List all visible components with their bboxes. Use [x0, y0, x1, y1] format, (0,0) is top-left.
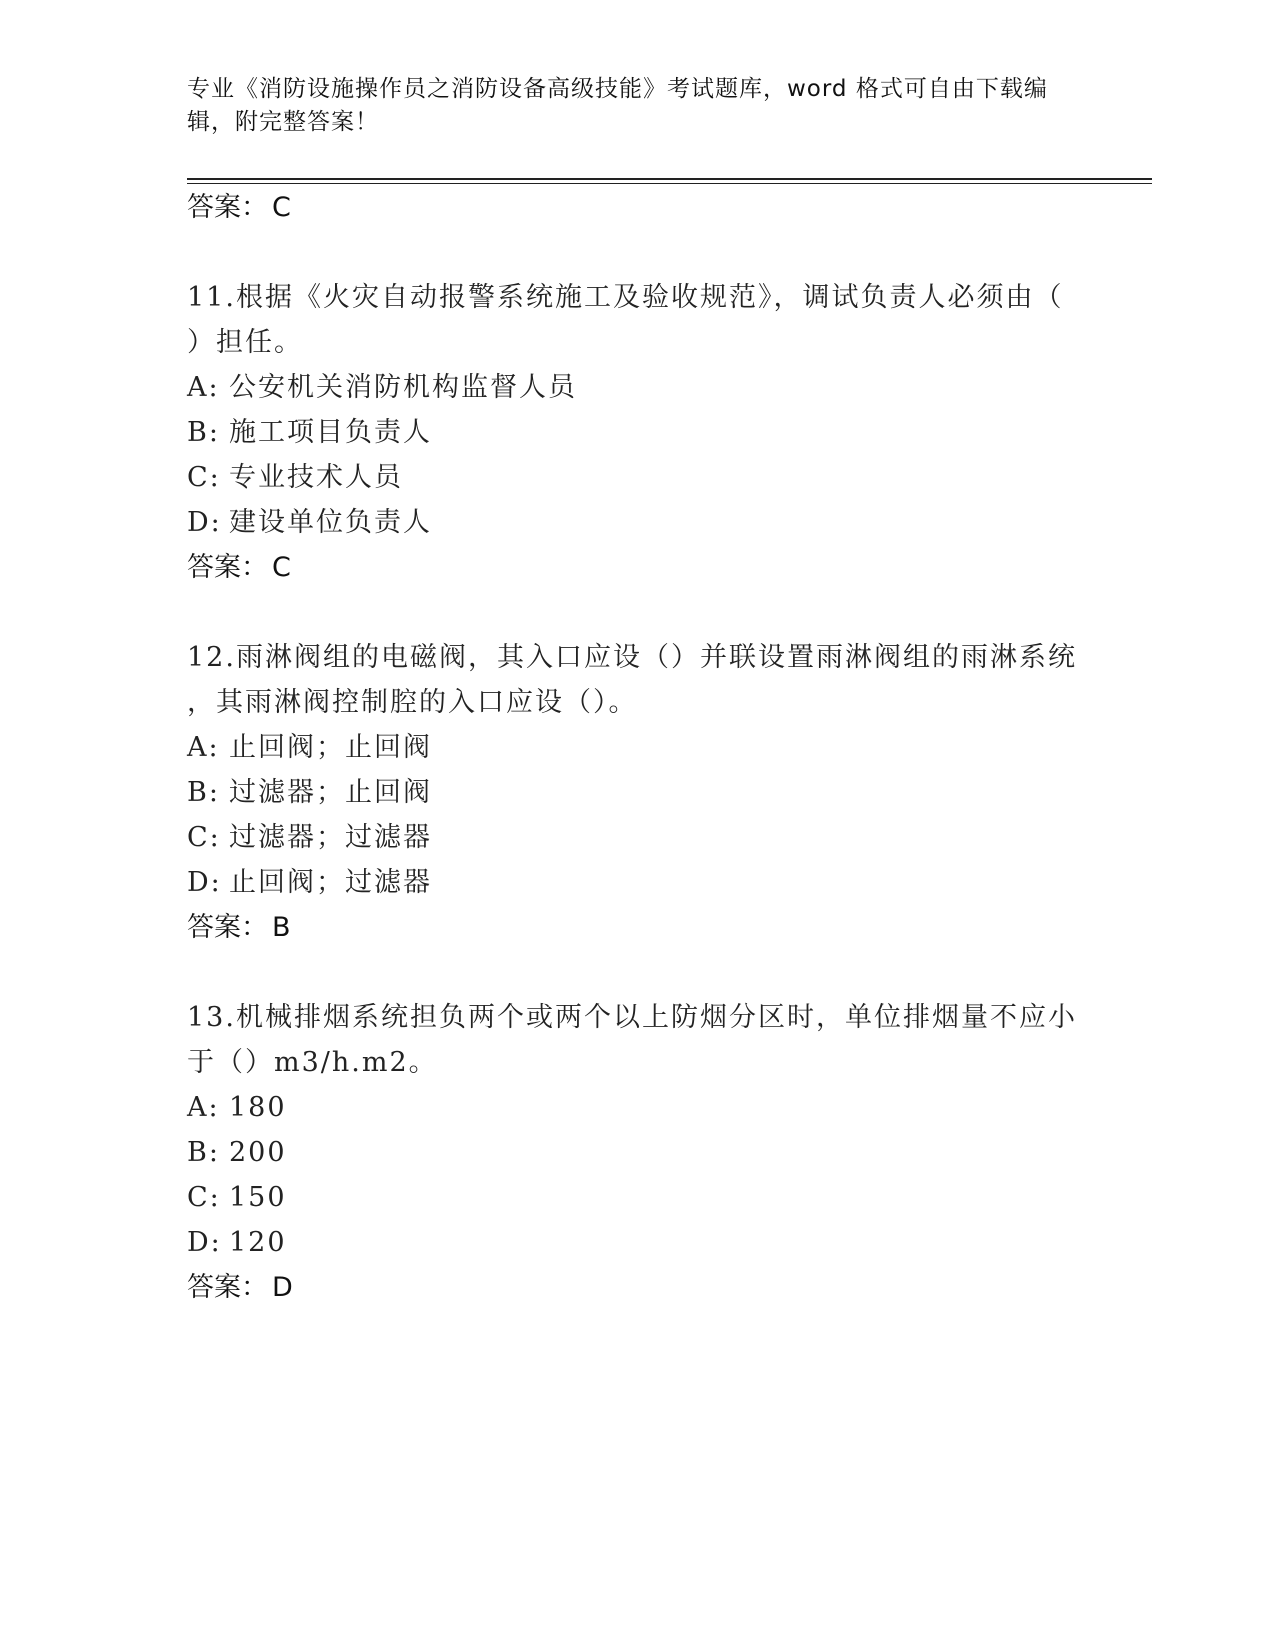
option-text: 过滤器；止回阀: [229, 777, 432, 808]
option-text: 建设单位负责人: [229, 507, 432, 538]
question-12-option-d: [187, 863, 432, 903]
option-label: D:: [187, 1227, 222, 1258]
answer-value: D: [272, 1272, 293, 1303]
option-text: 150: [229, 1182, 287, 1213]
header-line-2: 辑，附完整答案！: [187, 109, 379, 135]
answer-value: B: [272, 912, 291, 943]
question-12-option-c: [187, 818, 432, 858]
header-rule: [187, 178, 1152, 180]
option-text: 过滤器；过滤器: [229, 822, 432, 853]
question-13-option-a: [187, 1088, 287, 1128]
option-label: C:: [187, 822, 221, 853]
option-text: 止回阀；过滤器: [229, 867, 432, 898]
question-13-answer: [187, 1268, 293, 1308]
option-label: A:: [187, 372, 220, 403]
option-label: B:: [187, 1137, 220, 1168]
answer-value: C: [272, 192, 291, 223]
question-11-option-d: [187, 503, 432, 543]
question-11-option-c: [187, 458, 403, 498]
option-label: C:: [187, 462, 221, 493]
top-answer: [187, 188, 291, 228]
option-label: B:: [187, 417, 220, 448]
question-12-line-1: 12.雨淋阀组的电磁阀，其入口应设（）并联设置雨淋阀组的雨淋系统: [187, 642, 1077, 673]
document-header: [187, 73, 1067, 139]
option-text: 180: [229, 1092, 287, 1123]
question-11-line-2: ）担任。: [187, 327, 303, 358]
answer-label: 答案：: [187, 912, 268, 943]
option-text: 200: [229, 1137, 287, 1168]
question-11-option-a: [187, 368, 577, 408]
option-label: D:: [187, 867, 222, 898]
option-label: A:: [187, 732, 220, 763]
option-label: D:: [187, 507, 222, 538]
question-13-option-d: [187, 1223, 287, 1263]
question-12-option-a: [187, 728, 432, 768]
header-rule-thin: [187, 183, 1152, 184]
option-text: 专业技术人员: [229, 462, 403, 493]
option-label: A:: [187, 1092, 220, 1123]
answer-label: 答案：: [187, 1272, 268, 1303]
question-12-line-2: ，其雨淋阀控制腔的入口应设（）。: [187, 687, 638, 718]
question-12-option-b: [187, 773, 432, 813]
question-11-line-1: 11.根据《火灾自动报警系统施工及验收规范》，调试负责人必须由（: [187, 282, 1064, 313]
option-text: 施工项目负责人: [229, 417, 432, 448]
option-label: B:: [187, 777, 220, 808]
answer-label: 答案：: [187, 552, 268, 583]
option-text: 公安机关消防机构监督人员: [229, 372, 577, 403]
option-label: C:: [187, 1182, 221, 1213]
question-13-line-2: 于（）m3/h.m2。: [187, 1047, 438, 1078]
header-line-1: 专业《消防设施操作员之消防设备高级技能》考试题库，word 格式可自由下载编: [187, 76, 1048, 102]
question-13-option-c: [187, 1178, 287, 1218]
question-11-option-b: [187, 413, 432, 453]
question-12-answer: [187, 908, 291, 948]
option-text: 止回阀；止回阀: [229, 732, 432, 763]
answer-value: C: [272, 552, 291, 583]
question-13-line-1: 13.机械排烟系统担负两个或两个以上防烟分区时，单位排烟量不应小: [187, 1002, 1077, 1033]
answer-label: 答案：: [187, 192, 268, 223]
question-13-option-b: [187, 1133, 287, 1173]
option-text: 120: [229, 1227, 287, 1258]
question-11-answer: [187, 548, 291, 588]
